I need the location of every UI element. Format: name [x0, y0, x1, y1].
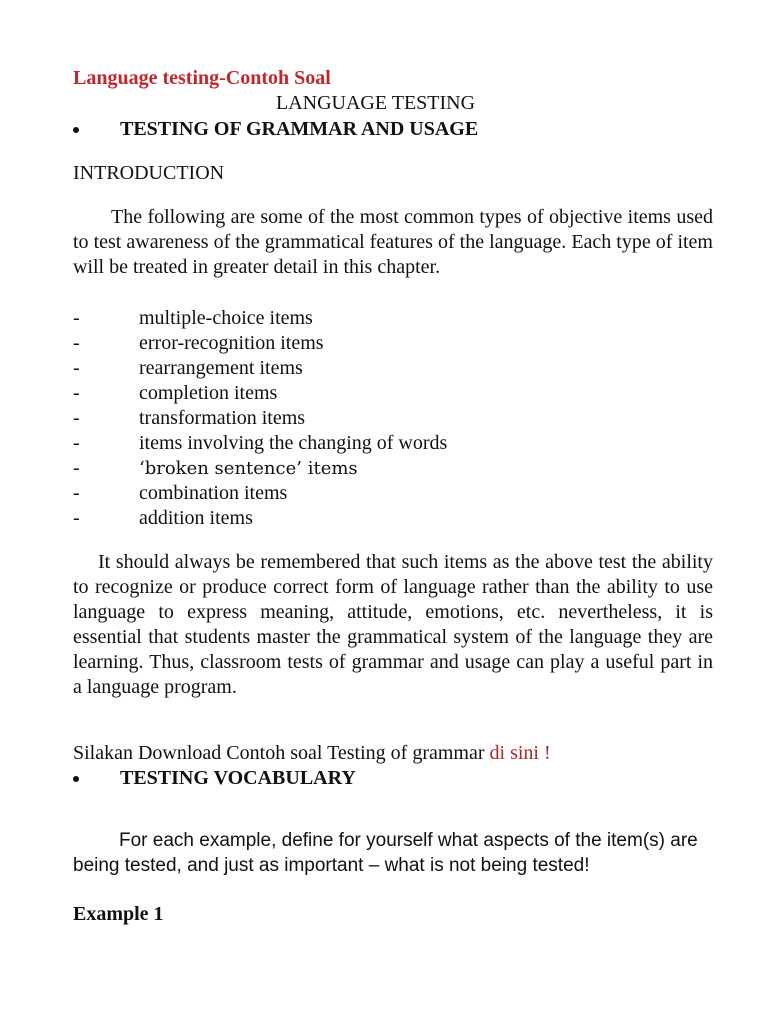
page-subtitle: LANGUAGE TESTING: [276, 92, 476, 114]
page-title: Language testing-Contoh Soal: [73, 67, 331, 89]
download-text: Silakan Download Contoh soal Testing of grammar: [73, 742, 490, 764]
list-item: - completion items: [73, 382, 278, 404]
list-item: - transformation items: [73, 407, 306, 429]
item-types-list: [73, 306, 447, 531]
intro-paragraph: The following are some of the most common types of objective items used to test awareness of the grammatical features of the language. Each type of item will be treated in greater detail in this chapter.: [73, 206, 713, 278]
section-heading-grammar-text: TESTING OF GRAMMAR AND USAGE: [120, 118, 479, 140]
download-link[interactable]: di sini !: [489, 742, 551, 764]
section-heading-vocabulary: [73, 767, 356, 790]
section-heading-vocabulary-text: TESTING VOCABULARY: [120, 767, 356, 789]
list-item: - combination items: [73, 482, 288, 504]
vocabulary-paragraph: For each example, define for yourself what aspects of the item(s) are being tested, and just as important – what is not being tested!: [73, 830, 698, 876]
bullet-icon: [73, 127, 79, 133]
list-item: - addition items: [73, 507, 253, 529]
remember-paragraph: It should always be remembered that such items as the above test the ability to recognize or produce correct form of language rather than the ability to use language to express meaning, attitude, emotions, etc. nevertheless, it is essential that students master the grammatical system of the language they are learning. Thus, classroom tests of grammar and usage can play a useful part in a language program.: [73, 551, 713, 698]
example-label: Example 1: [73, 903, 164, 925]
list-item: - error-recognition items: [73, 332, 324, 354]
list-item: - items involving the changing of words: [73, 432, 448, 454]
list-item: - ‘broken sentence’ items: [73, 457, 358, 479]
section-heading-grammar: [73, 118, 478, 141]
download-line: [73, 742, 551, 765]
intro-label: INTRODUCTION: [73, 162, 225, 184]
list-item: - rearrangement items: [73, 357, 303, 379]
bullet-icon: [73, 776, 79, 782]
list-item: - multiple-choice items: [73, 307, 313, 329]
